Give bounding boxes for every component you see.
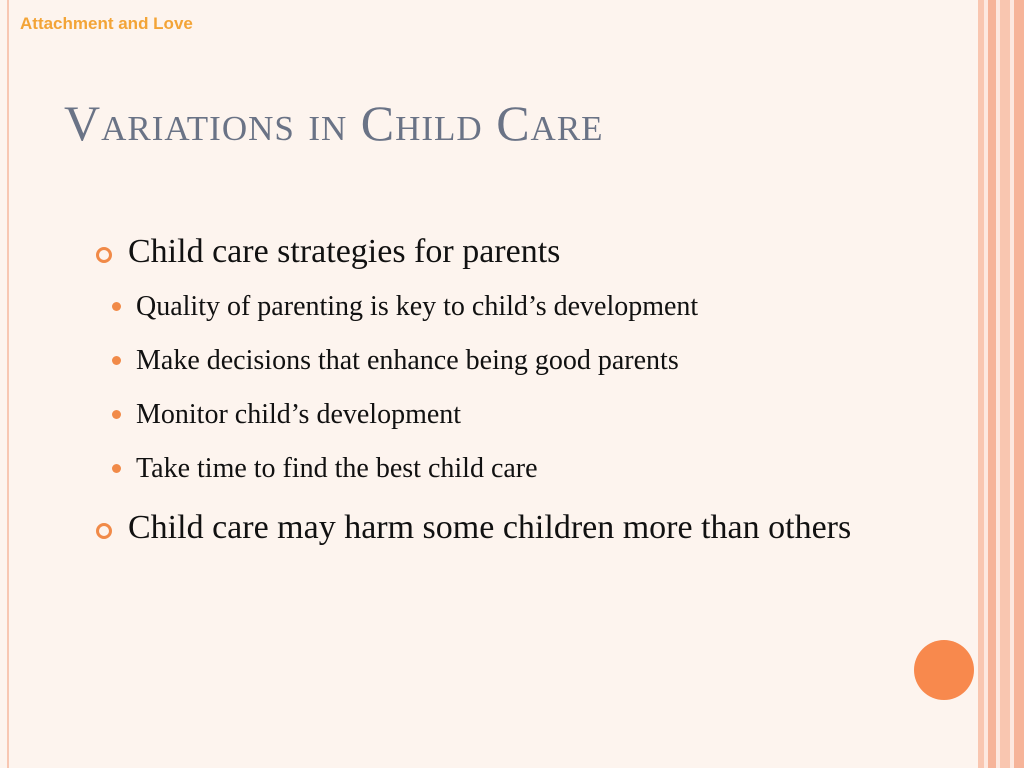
header-label: Attachment and Love: [20, 14, 193, 33]
right-decorative-stripe: [1000, 0, 1010, 768]
sub-bullet-item: [104, 392, 956, 438]
sub-bullet-text: Quality of parenting is key to child’s development: [136, 291, 699, 322]
dot-bullet-icon: [112, 464, 121, 473]
sub-bullet-text: Take time to find the best child care: [136, 453, 538, 484]
dot-bullet-icon: [112, 356, 121, 365]
sub-bullet-text: Make decisions that enhance being good parents: [136, 345, 679, 376]
right-decorative-stripe: [1014, 0, 1024, 768]
sub-bullet-text: Monitor child’s development: [136, 399, 462, 430]
bullet-text: Child care strategies for parents: [128, 233, 561, 270]
sub-bullet-item: [104, 284, 956, 330]
bullet-item: [96, 232, 956, 272]
sub-bullet-item: [104, 338, 956, 384]
sub-bullet-list: [104, 284, 956, 492]
bullet-item: [96, 508, 956, 548]
ring-bullet-icon: [96, 247, 112, 263]
dot-bullet-icon: [112, 410, 121, 419]
slide-content: [96, 232, 956, 548]
sub-bullet-item: [104, 446, 956, 492]
bullet-text: Child care may harm some children more than others: [128, 509, 852, 546]
dot-bullet-icon: [112, 302, 121, 311]
left-border-line: [7, 0, 9, 768]
ring-bullet-icon: [96, 523, 112, 539]
right-decorative-stripe: [988, 0, 996, 768]
decorative-circle: [914, 640, 974, 700]
slide-title: Variations in Child Care: [64, 95, 604, 151]
